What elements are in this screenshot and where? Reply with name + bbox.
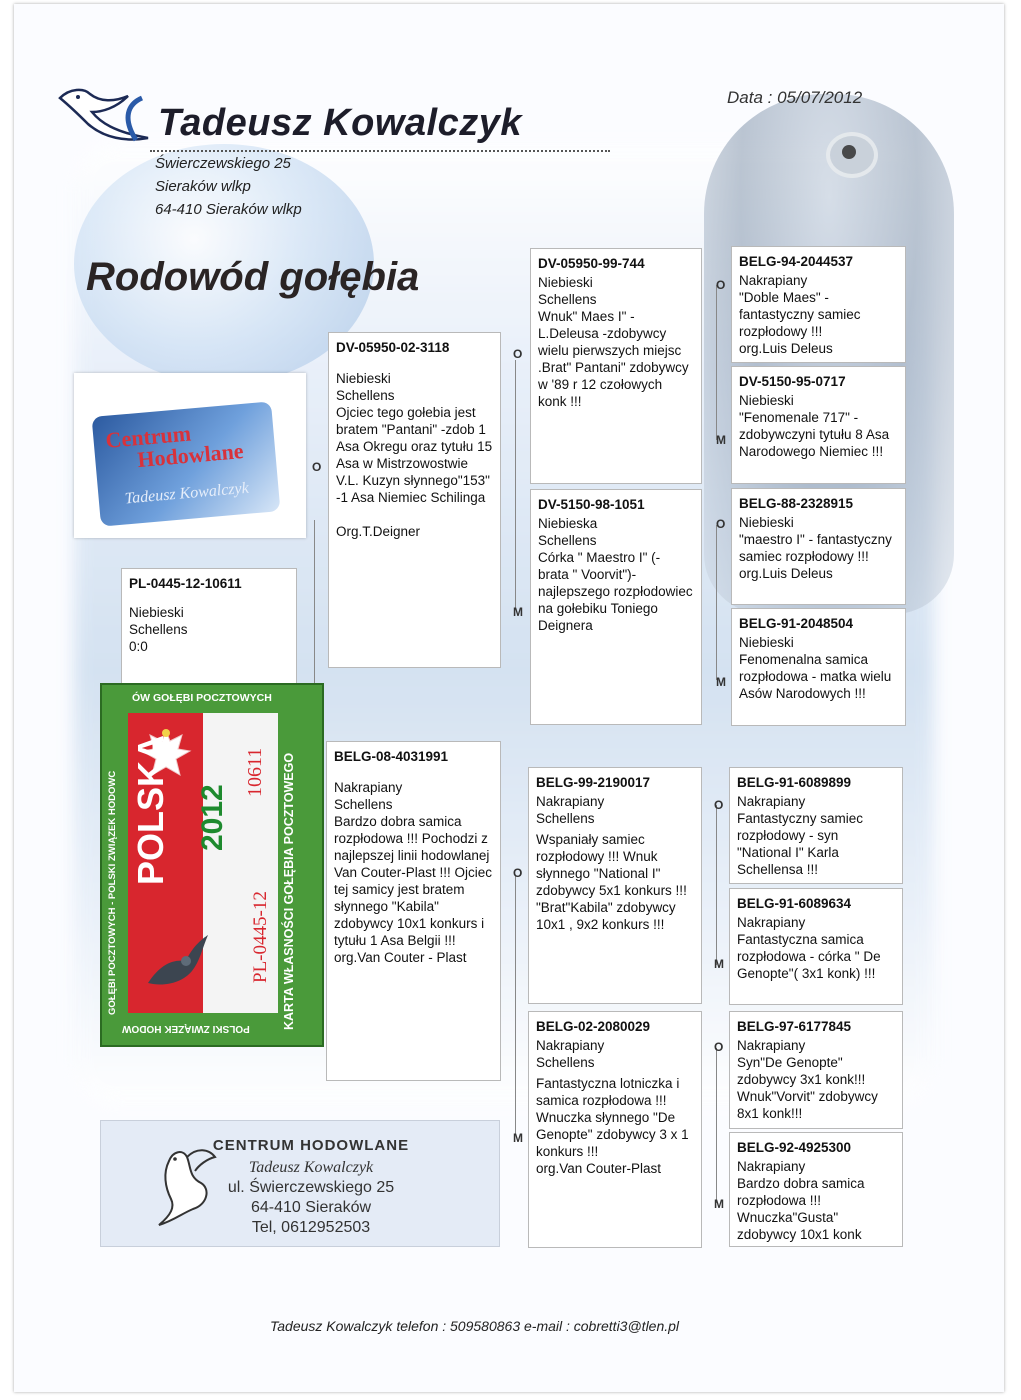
pigeon-ff: DV-05950-99-744 Niebieski Schellens Wnuk" Maes I" - L.Deleusa -zdobywcy wielu pierwszych miejsc .Brat" Pantani" zdobywcy w '89 r 12 czołowych konk !!! — [530, 248, 702, 484]
dam-mark: M — [716, 675, 726, 689]
pigeon-fmf: BELG-88-2328915 Niebieski "maestro I" - fantastyczny samiec rozpłodowy !!! org.Luis Deleus — [731, 488, 906, 605]
pigeon-father: DV-05950-02-3118 Niebieski Schellens Ojciec tego gołebia jest bratem "Pantani" -zdob 1 Asa Okregu oraz tytułu 15 Asa w Mistrzowostwie V.L. Kuzyn słynnego"153" -1 Asa Niemiec Schilinga Org.T.Deigner — [328, 332, 501, 668]
centrum-title: CENTRUM HODOWLANE — [212, 1137, 410, 1154]
card-line1: Centrum — [104, 420, 192, 453]
stamp-card-title: KARTA WŁASNOŚCI GOŁĘBIA POCZTOWEGO — [282, 752, 296, 1030]
page-heading: Rodowód gołębia — [86, 255, 420, 299]
ring-number: PL-0445-12-10611 — [129, 576, 242, 591]
address-street: Świerczewskiego 25 — [155, 155, 291, 172]
stamp-bottom-text: POLSKI ZWIĄZEK HODOW — [122, 1023, 250, 1034]
footer-contact: Tadeusz Kowalczyk telefon : 509580863 e-mail : cobretti3@tlen.pl — [270, 1318, 680, 1334]
title-divider — [150, 150, 610, 152]
stamp-ring-prefix: PL-0445-12 — [250, 891, 271, 983]
ring-number: BELG-88-2328915 — [739, 496, 854, 511]
ring-number: BELG-97-6177845 — [737, 1019, 852, 1034]
dam-mark: M — [714, 957, 724, 971]
ring-number: DV-05950-02-3118 — [336, 340, 450, 355]
stamp-ring-number: 10611 — [244, 747, 266, 797]
pigeon-eye — [826, 132, 878, 178]
pigeon-mff: BELG-91-6089899 Nakrapiany Fantastyczny samiec rozpłodowy - syn "National I" Karla Schellensa !!! — [729, 767, 903, 884]
dam-mark: M — [714, 1197, 724, 1211]
sire-mark: O — [716, 278, 726, 292]
stamp-year: 2012 — [196, 784, 229, 851]
stamp-left-text: GOŁĘBI POCZTOWYCH - POLSKI ZWIĄZEK HODOWC — [107, 770, 118, 1015]
pigeon-ffm: DV-5150-95-0717 Niebieski "Fenomenale 717" - zdobywczyni tytułu 8 Asa Narodowego Niemiec !!! — [731, 366, 906, 484]
ring-number: BELG-92-4925300 — [737, 1140, 852, 1155]
address-town: Sieraków wlkp — [155, 178, 251, 195]
sire-mark: O — [714, 1040, 724, 1054]
dam-mark: M — [716, 433, 726, 447]
centrum-owner: Tadeusz Kowalczyk — [248, 1159, 374, 1176]
dam-mark: M — [513, 605, 523, 619]
centrum-contact-card — [100, 1120, 500, 1247]
sire-mark: O — [312, 460, 322, 474]
pigeon-mmm: BELG-92-4925300 Nakrapiany Bardzo dobra samica rozpłodowa !!! Wnuczka"Gusta" zdobywcy 10x1 konk — [729, 1132, 903, 1247]
sire-mark: O — [513, 347, 523, 361]
connector-father — [515, 360, 516, 610]
ring-number: BELG-99-2190017 — [536, 775, 651, 790]
pigeon-mother: BELG-08-4031991 Nakrapiany Schellens Bardzo dobra samica rozpłodowa !!! Pochodzi z najlepszej linii hodowlanej Van Couter-Plast !!! Ojciec tej samicy jest bratem słynnego "Kabila" zdobywcy 10x1 konkurs i tytułu 1 Asa Belgii !!! org.Van Couter - Plast — [326, 741, 501, 1081]
document-date: Data : 05/07/2012 — [727, 88, 863, 107]
ring-number: BELG-91-2048504 — [739, 616, 854, 631]
connector-fm — [716, 525, 717, 680]
pigeon-fff: BELG-94-2044537 Nakrapiany "Doble Maes" - fantastyczny samiec rozpłodowy !!! org.Luis Deleus — [731, 246, 906, 363]
pigeon-fm: DV-5150-98-1051 Niebieska Schellens Córka " Maestro I" (- brata " Voorvit")- najlepszego rozpłodowiec na gołebiku Toniego Deignera — [530, 489, 702, 725]
centrum-city: 64-410 Sieraków — [250, 1199, 372, 1216]
sire-mark: O — [716, 517, 726, 531]
card-signature: Tadeusz Kowalczyk — [124, 479, 250, 508]
centrum-street: ul. Świerczewskiego 25 — [227, 1179, 395, 1196]
pigeon-fmm: BELG-91-2048504 Niebieski Fenomenalna samica rozpłodowa - matka wielu Asów Narodowych !!! — [731, 608, 906, 726]
sire-mark: O — [513, 866, 523, 880]
card-line2: Hodowlane — [136, 437, 245, 473]
pigeon-mmf: BELG-97-6177845 Nakrapiany Syn"De Genopte" zdobywcy 3x1 konk!!! Wnuk"Vorvit" zdobywcy 8x1 konk!!! — [729, 1011, 903, 1129]
ring-number: DV-05950-99-744 — [538, 256, 645, 271]
ring-number: DV-5150-95-0717 — [739, 374, 846, 389]
ring-number: BELG-02-2080029 — [536, 1019, 651, 1034]
dove-logo-icon — [56, 78, 156, 148]
pigeon-mm: BELG-02-2080029 Nakrapiany Schellens Fantastyczna lotniczka i samica rozpłodowa !!! Wnuczka słynnego "De Genopte" zdobywcy 3 x 1 konkurs !!! org.Van Couter-Plast — [528, 1011, 702, 1248]
owner-title: Tadeusz Kowalczyk — [158, 102, 522, 144]
ring-number: BELG-94-2044537 — [739, 254, 854, 269]
sire-mark: O — [714, 798, 724, 812]
centrum-phone: Tel, 0612952503 — [251, 1219, 371, 1236]
connector-ff — [716, 285, 717, 440]
card-face — [92, 401, 281, 526]
address-postcode: 64-410 Sieraków wlkp — [155, 201, 302, 218]
pigeon-photo-icon — [142, 925, 212, 995]
ring-number: BELG-91-6089899 — [737, 775, 852, 790]
connector-mf — [716, 805, 717, 965]
stamp-country: POLSKA — [130, 734, 171, 885]
connector-mother — [515, 875, 516, 1135]
dam-mark: M — [513, 1131, 523, 1145]
ring-number: DV-5150-98-1051 — [538, 497, 645, 512]
ownership-stamp — [100, 683, 324, 1047]
connector-mm — [716, 1048, 717, 1203]
pigeon-main: PL-0445-12-10611 Niebieski Schellens 0:0 — [121, 568, 297, 686]
centrum-card-image — [74, 373, 306, 538]
ring-number: BELG-08-4031991 — [334, 749, 449, 764]
pigeon-mf: BELG-99-2190017 Nakrapiany Schellens Wspaniały samiec rozpłodowy !!! Wnuk słynnego "National I" zdobywcy 5x1 konkurs !!! "Brat"Kabila" zdobywcy 10x1 , 9x2 konkurs !!! — [528, 767, 702, 1004]
pigeon-mfm: BELG-91-6089634 Nakrapiany Fantastyczna samica rozpłodowa - córka " De Genopte"( 3x1 konk) !!! — [729, 888, 903, 1005]
stamp-top-text: ÓW GOŁĘBI POCZTOWYCH — [132, 692, 272, 704]
ring-number: BELG-91-6089634 — [737, 896, 852, 911]
